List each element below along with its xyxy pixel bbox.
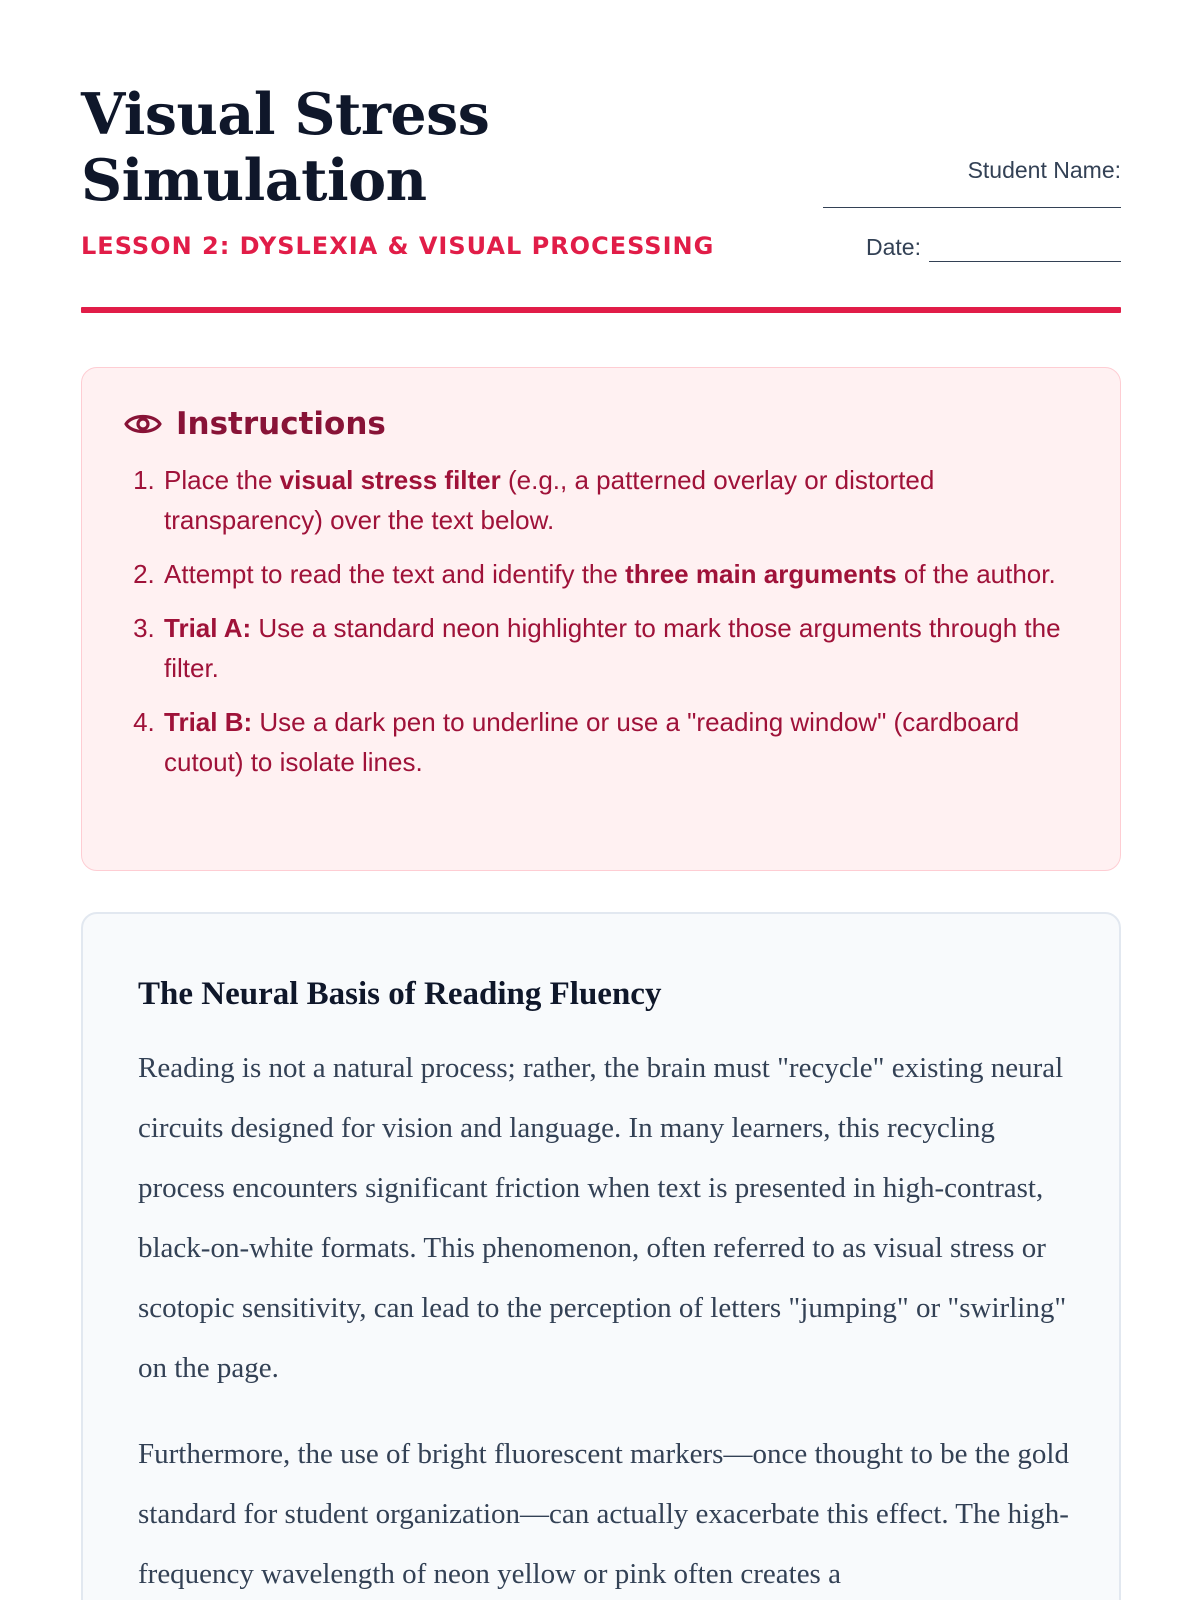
header-divider [81, 307, 1121, 313]
instruction-text: (e.g., a patterned overlay or distorted transparency) over the text below. [164, 465, 935, 535]
title-line-1: Visual Stress [81, 81, 490, 148]
title-line-2: Simulation [81, 147, 427, 214]
worksheet-header [81, 0, 1121, 316]
instructions-heading [124, 402, 1080, 446]
instruction-item-3 [162, 608, 1080, 688]
instructions-title: Instructions [176, 406, 386, 442]
eye-icon [124, 409, 162, 439]
lesson-subtitle: LESSON 2: DYSLEXIA & VISUAL PROCESSING [81, 232, 715, 260]
instruction-text: Attempt to read the text and identify the [164, 559, 626, 589]
date-row [823, 232, 1121, 262]
reading-passage [81, 912, 1121, 1600]
instructions-box [81, 367, 1121, 871]
instruction-text: Use a dark pen to underline or use a "reading window" (cardboard cutout) to isolate lines. [164, 707, 1020, 777]
instructions-list [124, 460, 1080, 782]
student-info [823, 153, 1121, 262]
passage-paragraph-1: Reading is not a natural process; rather, the brain must "recycle" existing neural circuits designed for vision and language. In many learners, this recycling process encounters significant friction when text is presented in high-contrast, black-on-white formats. This phenomenon, often referred to as visual stress or scotopic sensitivity, can lead to the perception of letters "jumping" or "swirling" on the page. [138, 1052, 1067, 1384]
passage-paragraph-2: Furthermore, the use of bright fluorescent markers—once thought to be the gold standard for student organization—can actually exacerbate this effect. The high-frequency wavelength of neon yellow or pink often creates a [138, 1438, 1069, 1590]
instruction-bold: Trial A: [164, 613, 252, 643]
worksheet-page [81, 0, 1121, 1590]
instruction-text: of the author. [896, 559, 1056, 589]
passage-title: The Neural Basis of Reading Fluency [138, 976, 662, 1012]
student-name-label: Student Name: [967, 157, 1121, 183]
date-blank[interactable] [929, 239, 1121, 262]
instruction-bold: Trial B: [164, 707, 253, 737]
instruction-item-1 [162, 460, 1080, 540]
date-label: Date: [866, 234, 921, 260]
instruction-item-4 [162, 702, 1080, 782]
instruction-bold: visual stress filter [279, 465, 501, 495]
instruction-text: Place the [164, 465, 280, 495]
instruction-bold: three main arguments [625, 559, 897, 589]
instruction-text: Use a standard neon highlighter to mark those arguments through the filter. [164, 613, 1061, 683]
student-name-blank[interactable] [823, 187, 1121, 208]
instruction-item-2 [162, 554, 1080, 594]
page-title [81, 82, 601, 214]
